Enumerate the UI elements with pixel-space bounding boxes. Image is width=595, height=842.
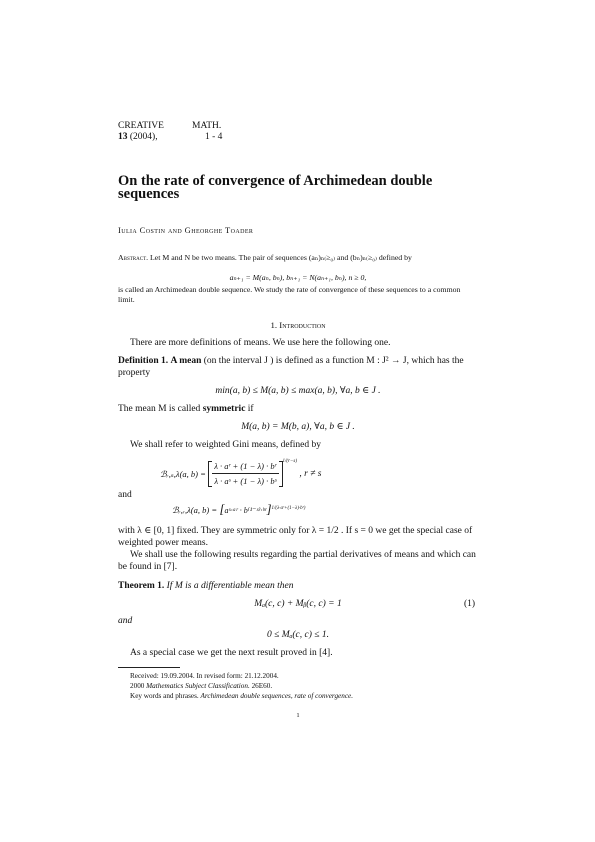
equation-2: 0 ≤ Mₐ(c, c) ≤ 1.: [266, 630, 329, 640]
symmetric-definition: [118, 403, 478, 415]
gini2-body: aˣ·ᵃʳ · b⁽¹⁻ˣ⁾·ᵇʳ: [224, 506, 267, 516]
msc-code: 26E60.: [249, 682, 273, 690]
abstract-formula: aₙ₊₁ = M(aₙ, bₙ), bₙ₊₁ = N(aₙ₊₁, bₙ), n ≥ 0,: [229, 273, 367, 282]
theorem-1: [118, 580, 478, 592]
theorem-text: If M is a differentiable mean then: [166, 581, 294, 591]
and-text-2: and: [118, 616, 133, 626]
journal-volume: [118, 132, 158, 143]
abstract-label: Abstract.: [118, 253, 149, 262]
gini-lhs: ℬᵣ,ₛ,λ(a, b) =: [160, 468, 206, 479]
theorem-label: Theorem 1.: [118, 581, 165, 591]
gini-intro: We shall refer to weighted Gini means, defined by: [130, 440, 322, 450]
keywords-label: Key words and phrases.: [130, 692, 201, 700]
definition-term: A mean: [170, 356, 202, 366]
gini-fraction: [212, 460, 278, 487]
with-lambda-text: with λ ∈ [0, 1] fixed. They are symmetric only for λ = 1/2 . If s = 0 we get the special case of weighted power means.: [118, 526, 473, 548]
equation-symmetric: M(a, b) = M(b, a), ∀a, b ∈ J .: [241, 422, 355, 432]
journal-word-creative: CREATIVE: [118, 121, 164, 131]
definition-label: Definition 1.: [118, 356, 169, 366]
section-heading-introduction: 1. Introduction: [270, 320, 326, 330]
gini-denominator: λ · aˢ + (1 − λ) · bˢ: [214, 476, 277, 487]
results-text: We shall use the following results regarding the partial derivatives of means and which can be found in [7].: [118, 550, 476, 572]
page-number: 1: [296, 712, 300, 719]
intro-paragraph: There are more definitions of means. We use here the following one.: [130, 338, 391, 348]
special-case-text: As a special case we get the next result proved in [4].: [130, 648, 333, 658]
footnote-msc: [130, 682, 272, 692]
right-bracket: [279, 461, 283, 487]
definition-text: (on the interval J ) is defined as a function M : J² → J, which has the property: [118, 356, 464, 378]
gini-condition: , r ≠ s: [299, 468, 322, 479]
equation-min-max: min(a, b) ≤ M(a, b) ≤ max(a, b), ∀a, b ∈ J .: [215, 386, 381, 396]
definition-1: [118, 355, 478, 379]
footnote-rule: [118, 667, 180, 668]
gini2-exponent: 1/(λ·aʳ+(1−λ)·bʳ): [271, 506, 306, 511]
abstract-text-2: is called an Archimedean double sequence. We study the rate of convergence of these sequences to a common limit.: [118, 285, 461, 304]
gini-exponent: 1/(r−s): [282, 459, 297, 464]
abstract: [118, 253, 478, 263]
journal-name-line1: [118, 121, 164, 132]
equation-1-number: (1): [464, 599, 476, 609]
msc-italic: Mathematics Subject Classification.: [146, 682, 250, 690]
paper-authors: Iulia Costin and Gheorghe Toader: [118, 225, 254, 235]
volume-year: (2004),: [127, 132, 158, 142]
msc-pre: 2000: [130, 682, 147, 690]
gini-numerator: λ · aʳ + (1 − λ) · bʳ: [212, 460, 278, 474]
journal-pages: 1 - 4: [205, 132, 223, 142]
right-bracket-2: ]: [266, 501, 272, 517]
gini2-lhs: ℬᵣ,ᵣ,λ(a, b) =: [172, 505, 218, 516]
equation-1: Mₐ(c, c) + Mᵦ(c, c) = 1: [254, 599, 342, 609]
symmetric-pre: The mean M is called: [118, 404, 203, 414]
volume-number: 13: [118, 132, 128, 142]
paper-title: On the rate of convergence of Archimedean double sequences: [118, 173, 433, 202]
keywords-list: Archimedean double sequences, rate of convergence.: [200, 692, 354, 700]
footnote-received: Received: 19.09.2004. In revised form: 21.12.2004.: [130, 672, 279, 680]
symmetric-post: if: [245, 404, 254, 414]
journal-word-math: MATH.: [192, 121, 222, 131]
abstract-text-1: Let M and N be two means. The pair of sequences (aₙ)ₙ₍≥₀₎ and (bₙ)ₙ₍≥₀₎ defined by: [150, 253, 412, 262]
equation-gini: [160, 456, 480, 487]
left-bracket-2: [: [219, 501, 225, 517]
and-text-1: and: [118, 490, 132, 500]
symmetric-term: symmetric: [202, 404, 246, 414]
footnote-keywords: [130, 692, 353, 702]
equation-gini-equal: [172, 503, 472, 517]
